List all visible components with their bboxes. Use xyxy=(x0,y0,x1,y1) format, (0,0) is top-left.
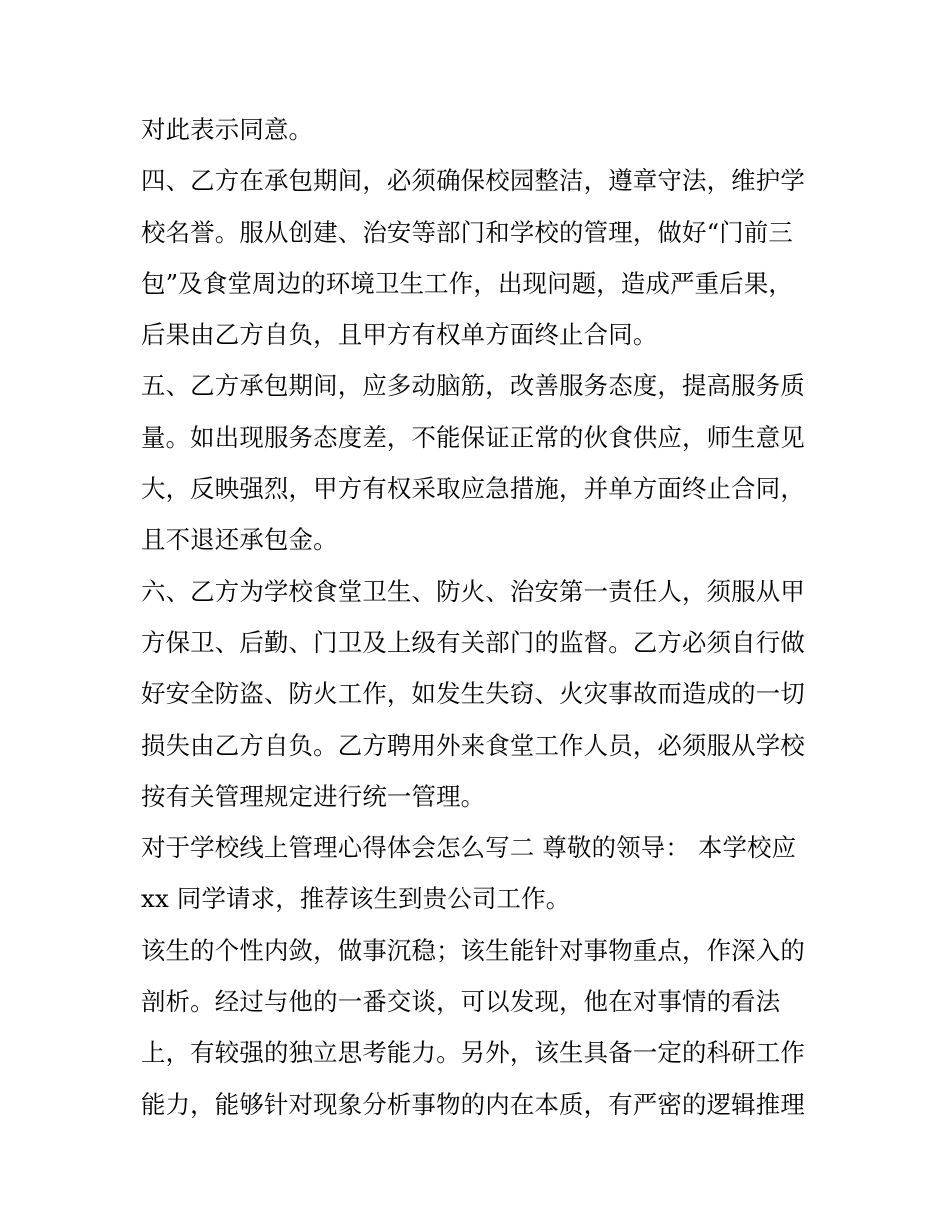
text-line: 五、乙方承包期间，应多动脑筋，改善服务态度，提高服务质 xyxy=(141,371,805,401)
text-line: 上，有较强的独立思考能力。另外，该生具备一定的科研工作 xyxy=(141,1038,805,1068)
text-line: 能力，能够针对现象分析事物的内在本质，有严密的逻辑推理 xyxy=(141,1089,805,1119)
text-line: 六、乙方为学校食堂卫生、防火、治安第一责任人，须服从甲 xyxy=(141,576,805,606)
text-line: 四、乙方在承包期间，必须确保校园整洁，遵章守法，维护学 xyxy=(141,166,805,196)
text-line: 包”及食堂周边的环境卫生工作，出现问题，造成严重后果， xyxy=(141,268,794,298)
text-line: 按有关管理规定进行统一管理。 xyxy=(141,781,486,811)
text-line: 该生的个性内敛，做事沉稳；该生能针对事物重点，作深入的 xyxy=(141,935,805,965)
text-line: 对于学校线上管理心得体会怎么写二 尊敬的领导： 本学校应 xyxy=(141,833,797,863)
document-body xyxy=(141,112,821,1138)
text-line: xx 同学请求，推荐该生到贵公司工作。 xyxy=(141,884,571,914)
text-line: 好安全防盗、防火工作，如发生失窃、火灾事故而造成的一切 xyxy=(141,679,805,709)
text-line: 校名誉。服从创建、治安等部门和学校的管理，做好“门前三 xyxy=(141,217,794,247)
text-line: 方保卫、后勤、门卫及上级有关部门的监督。乙方必须自行做 xyxy=(141,627,805,657)
text-line: 量。如出现服务态度差，不能保证正常的伙食供应，师生意见 xyxy=(141,422,805,452)
text-line: 对此表示同意。 xyxy=(141,115,314,144)
text-line: 且不退还承包金。 xyxy=(141,525,338,555)
text-line: 损失由乙方自负。乙方聘用外来食堂工作人员，必须服从学校 xyxy=(141,730,805,760)
text-line: 大，反映强烈，甲方有权采取应急措施，并单方面终止合同， xyxy=(141,474,805,504)
text-line: 剖析。经过与他的一番交谈，可以发现，他在对事情的看法 xyxy=(141,987,781,1017)
text-line: 后果由乙方自负，且甲方有权单方面终止合同。 xyxy=(141,320,658,350)
